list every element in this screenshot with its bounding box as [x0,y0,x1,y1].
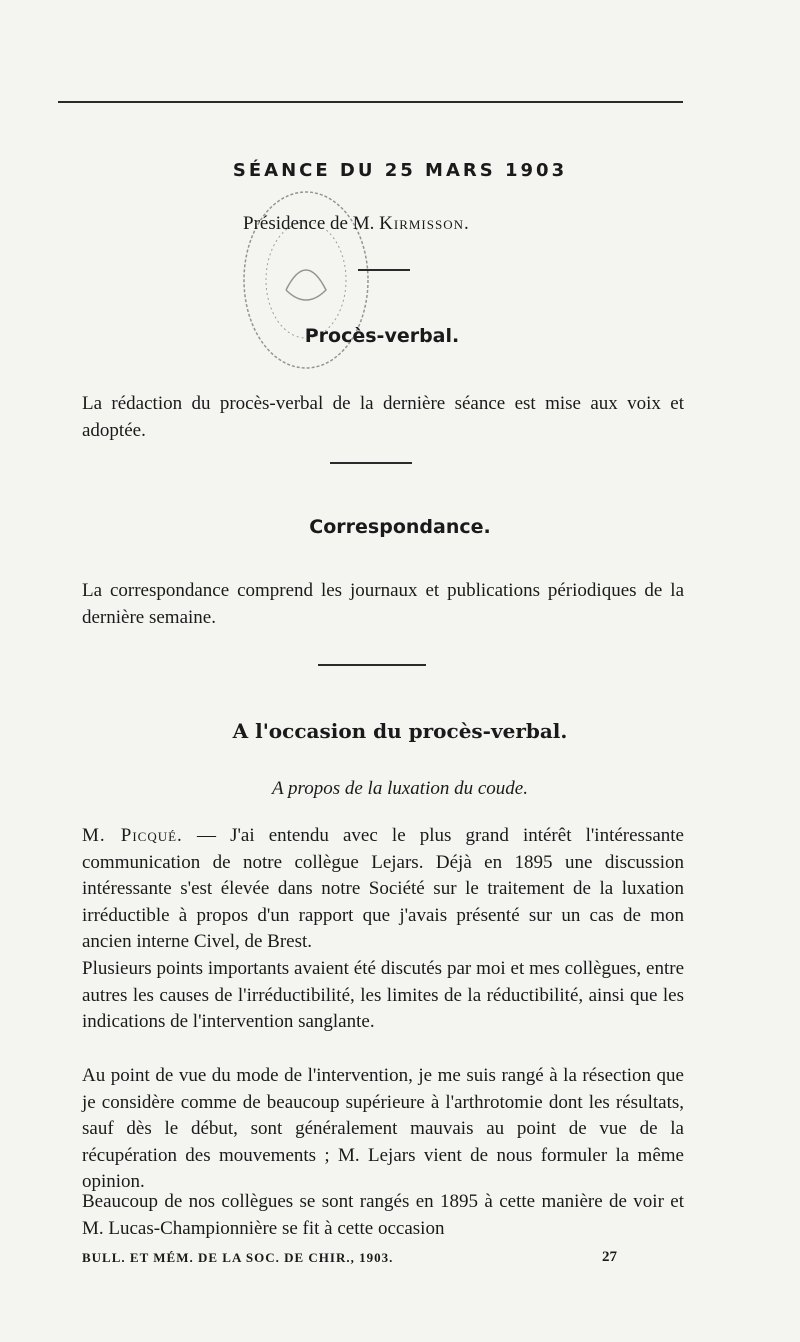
section-subtitle: A propos de la luxation du coude. [272,778,528,799]
library-stamp-icon [236,180,376,380]
presidence-name: Kirmisson. [379,213,470,234]
proces-verbal-text: La rédaction du procès-verbal de la dernière séance est mise aux voix et adoptée. [82,393,684,441]
paragraph-1 [82,823,684,956]
paragraph-4: Beaucoup de nos collègues se sont rangés en 1895 à cette manière de voir et M. Lucas-Championnière se fit à cette occasion [82,1191,684,1239]
top-rule [58,101,683,103]
footer-journal: BULL. ET MÉM. DE LA SOC. DE CHIR., 1903. [82,1250,394,1265]
section-title-occasion: A l'occasion du procès-verbal. [232,719,568,743]
section-title-proces-verbal: Procès-verbal. [304,325,460,347]
paragraph-1-text: — J'ai entendu avec le plus grand intérêt l'intéressante communication de notre collègue Lejars. Déjà en 1895 une discussion intéressante s'est élevée dans notre Société sur le traitement de la luxation irréductible à propos d'un rapport que j'avais présenté sur un cas de mon ancien interne Civel, de Brest. [82,825,684,952]
paragraph-2: Plusieurs points importants avaient été discutés par moi et mes collègues, entre autres les causes de l'irréductibilité, les limites de la réductibilité, ainsi que les indications de l'intervention sanglante. [82,958,684,1032]
paragraph-3: Au point de vue du mode de l'intervention, je me suis rangé à la résection que je considère comme de beaucoup supérieure à l'arthrotomie dont les résultats, sauf dès le début, sont généralement mauvais au point de vue de la récupération des mouvements ; M. Lejars vient de nous formuler la même opinion. [82,1065,684,1192]
speaker-name: M. Picqué. [82,825,183,846]
presidence-line [243,213,470,235]
divider [358,269,410,271]
section-title-correspondance: Correspondance. [309,516,491,538]
divider [318,664,426,666]
divider [330,462,412,464]
page-number: 27 [602,1249,617,1265]
correspondance-text: La correspondance comprend les journaux et publications périodiques de la dernière semaine. [82,580,684,628]
presidence-prefix: Présidence de M. [243,213,380,234]
page-title: SÉANCE DU 25 MARS 1903 [232,160,568,181]
